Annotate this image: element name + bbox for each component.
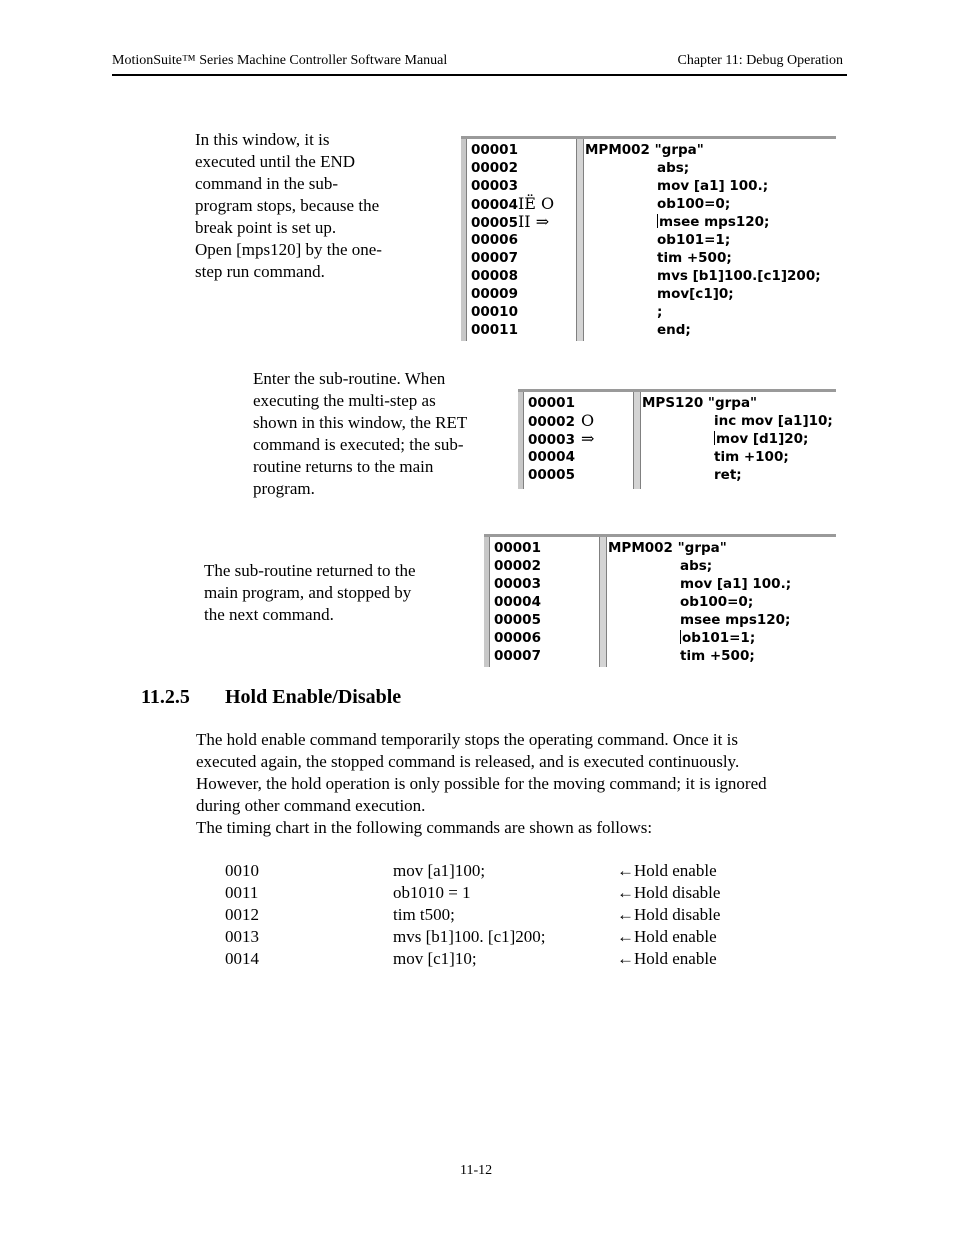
code-line[interactable]: mov [a1] 100.; xyxy=(680,576,792,592)
code-line[interactable]: mov[c1]0; xyxy=(657,286,734,302)
window-left-border xyxy=(518,392,524,489)
line-number: 00002 xyxy=(528,414,575,430)
section-heading xyxy=(141,686,401,709)
code-line-current[interactable] xyxy=(608,629,791,647)
code-cell: mov [c1]10; xyxy=(393,949,477,968)
line-number[interactable]: 00005 xyxy=(528,467,575,483)
debug-window-subroutine xyxy=(518,389,836,489)
code-column xyxy=(608,539,791,665)
code-cell: ob1010 = 1 xyxy=(393,883,471,902)
line-number[interactable]: 00001 xyxy=(528,395,575,411)
code-line[interactable]: end; xyxy=(657,322,691,338)
line-number[interactable]: 00011 xyxy=(471,322,518,338)
code-line-current[interactable] xyxy=(585,213,821,231)
code-line[interactable]: mvs [b1]100.[c1]200; xyxy=(657,268,821,284)
manual-title: MotionSuite™ Series Machine Controller Software Manual xyxy=(112,53,448,68)
line-number[interactable]: 00004 xyxy=(528,449,575,465)
body-paragraph xyxy=(196,729,767,839)
code-cell: mvs [b1]100. [c1]200; xyxy=(393,927,546,946)
text-line: routine returns to the main xyxy=(253,457,434,476)
code-column xyxy=(585,141,821,339)
column-divider[interactable] xyxy=(633,392,641,489)
text-line: program stops, because the xyxy=(195,196,380,215)
line-number-cell: 0014 xyxy=(225,949,259,968)
window-left-border xyxy=(484,537,490,667)
line-number[interactable]: 00002 xyxy=(494,558,541,574)
code-cell: tim t500; xyxy=(393,905,455,924)
hold-note-cell: ←Hold enable xyxy=(617,949,717,968)
window1-description xyxy=(195,129,382,283)
line-number[interactable]: 00007 xyxy=(494,648,541,664)
page-number: 11-12 xyxy=(460,1163,493,1178)
line-number-cell: 0011 xyxy=(225,883,259,902)
line-number-column xyxy=(528,394,594,484)
line-number[interactable]: 00003 xyxy=(471,178,518,194)
line-number[interactable]: 00006 xyxy=(494,630,541,646)
line-number-cell: 0010 xyxy=(225,861,259,880)
code-line[interactable]: ob100=0; xyxy=(657,196,731,212)
code-line[interactable]: ob100=0; xyxy=(680,594,754,610)
text-line: executing the multi-step as xyxy=(253,391,436,410)
window-left-border xyxy=(461,139,467,341)
text-line: Enter the sub-routine. When xyxy=(253,369,446,388)
program-header[interactable]: MPM002 "grpa" xyxy=(608,540,727,556)
code-text: mov [d1]20; xyxy=(716,431,809,447)
breakpoint-marker: O xyxy=(580,411,595,430)
text-line: step run command. xyxy=(195,262,325,281)
text-line: the next command. xyxy=(204,605,334,624)
text-line: However, the hold operation is only possible for the moving command; it is ignored xyxy=(196,774,767,793)
code-line[interactable]: tim +500; xyxy=(680,648,755,664)
code-line[interactable]: inc mov [a1]10; xyxy=(714,413,833,429)
line-number-cell: 0012 xyxy=(225,905,259,924)
text-line: main program, and stopped by xyxy=(204,583,412,602)
text-line: In this window, it is xyxy=(195,130,330,149)
code-line[interactable]: tim +100; xyxy=(714,449,789,465)
text-cursor xyxy=(714,431,715,445)
text-cursor xyxy=(680,630,681,644)
column-divider[interactable] xyxy=(599,537,607,667)
text-line: executed again, the stopped command is released, and is executed continuously. xyxy=(196,752,740,771)
line-number[interactable]: 00001 xyxy=(471,142,518,158)
code-line[interactable]: abs; xyxy=(680,558,713,574)
line-number-with-breakpoint[interactable] xyxy=(528,412,594,430)
window2-description xyxy=(253,368,467,500)
execution-pointer-marker: II ⇒ xyxy=(517,212,550,231)
line-number[interactable]: 00008 xyxy=(471,268,518,284)
text-line: program. xyxy=(253,479,315,498)
hold-note-cell: ←Hold enable xyxy=(617,927,717,946)
line-number-column xyxy=(494,539,541,665)
text-line: The hold enable command temporarily stops the operating command. Once it is xyxy=(196,730,738,749)
line-number[interactable]: 00002 xyxy=(471,160,518,176)
code-line[interactable]: ; xyxy=(657,304,663,320)
chapter-title: Chapter 11: Debug Operation xyxy=(677,53,843,68)
code-line[interactable]: mov [a1] 100.; xyxy=(657,178,769,194)
text-line: shown in this window, the RET xyxy=(253,413,468,432)
code-column xyxy=(642,394,833,484)
line-number[interactable]: 00005 xyxy=(494,612,541,628)
line-number-with-breakpoint[interactable] xyxy=(471,195,554,213)
text-line: command is executed; the sub- xyxy=(253,435,464,454)
code-line-current[interactable] xyxy=(642,430,833,448)
execution-pointer-marker: ⇒ xyxy=(580,429,595,448)
text-line: Open [mps120] by the one- xyxy=(195,240,382,259)
code-line[interactable]: ret; xyxy=(714,467,742,483)
line-number[interactable]: 00010 xyxy=(471,304,518,320)
line-number-cell: 0013 xyxy=(225,927,259,946)
window3-description xyxy=(204,560,416,626)
text-line: during other command execution. xyxy=(196,796,426,815)
text-line: The timing chart in the following commands are shown as follows: xyxy=(196,818,653,837)
section-number: 11.2.5 xyxy=(141,686,190,708)
hold-note-cell: ←Hold disable xyxy=(617,883,721,902)
text-line: break point is set up. xyxy=(195,218,337,237)
code-line[interactable]: msee mps120; xyxy=(680,612,791,628)
section-title: Hold Enable/Disable xyxy=(225,686,402,708)
program-header[interactable]: MPM002 "grpa" xyxy=(585,142,704,158)
program-header[interactable]: MPS120 "grpa" xyxy=(642,395,758,411)
debug-window-main xyxy=(461,136,836,341)
column-divider[interactable] xyxy=(576,139,584,341)
page-header xyxy=(112,52,847,76)
code-line[interactable]: ob101=1; xyxy=(657,232,731,248)
code-line[interactable]: abs; xyxy=(657,160,690,176)
line-number[interactable]: 00003 xyxy=(494,576,541,592)
text-line: executed until the END xyxy=(195,152,356,171)
line-number: 00005 xyxy=(471,215,518,231)
line-number: 00003 xyxy=(528,432,575,448)
debug-window-returned xyxy=(484,534,836,667)
line-number[interactable]: 00009 xyxy=(471,286,518,302)
line-number[interactable]: 00004 xyxy=(494,594,541,610)
line-number: 00004 xyxy=(471,197,518,213)
code-line[interactable]: tim +500; xyxy=(657,250,732,266)
line-number[interactable]: 00007 xyxy=(471,250,518,266)
line-number-with-pointer[interactable] xyxy=(471,213,554,231)
hold-note-cell: ←Hold enable xyxy=(617,861,717,880)
text-line: The sub-routine returned to the xyxy=(204,561,416,580)
line-number-column xyxy=(471,141,554,339)
line-number-with-pointer[interactable] xyxy=(528,430,594,448)
hold-note-cell: ←Hold disable xyxy=(617,905,721,924)
text-line: command in the sub- xyxy=(195,174,339,193)
line-number[interactable]: 00001 xyxy=(494,540,541,556)
breakpoint-marker: IË O xyxy=(517,194,555,213)
text-cursor xyxy=(657,214,658,228)
code-text: ob101=1; xyxy=(682,630,756,646)
code-text: msee mps120; xyxy=(659,214,770,230)
line-number[interactable]: 00006 xyxy=(471,232,518,248)
code-cell: mov [a1]100; xyxy=(393,861,486,880)
